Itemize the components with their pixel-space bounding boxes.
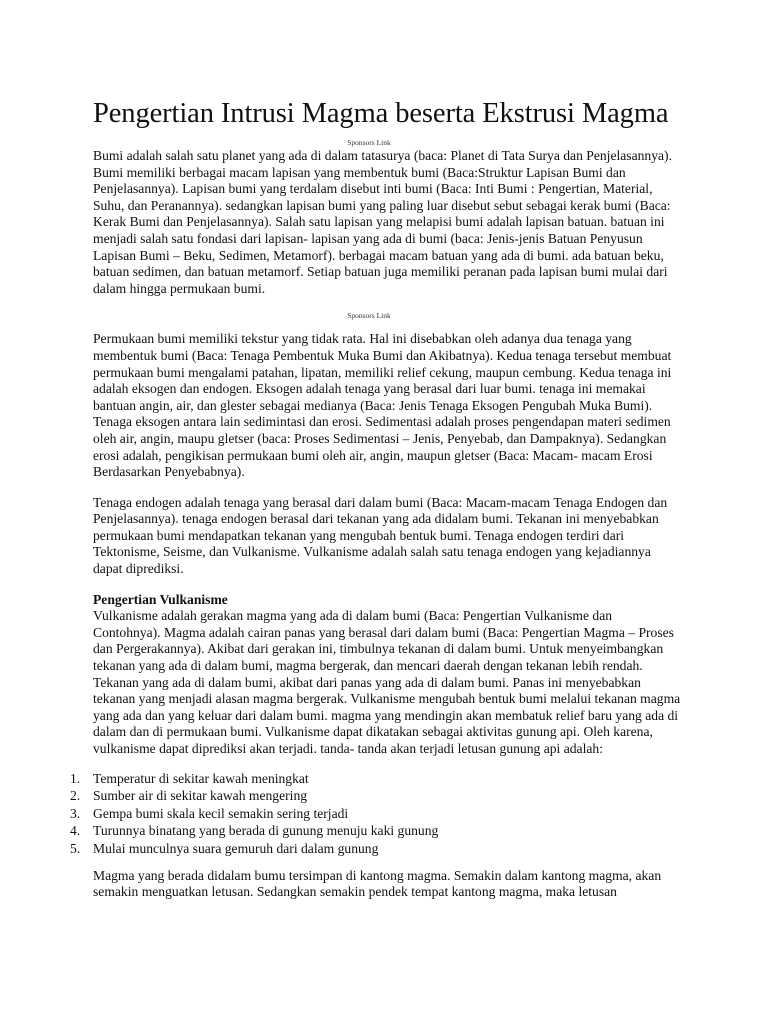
paragraph-intro: Bumi adalah salah satu planet yang ada di dalam tatasurya (baca: Planet di Tata Surya dan Penjelasannya). Bumi memiliki berbagai macam lapisan yang membentuk bumi (Baca:Struktur Lapisan Bumi dan Penjelasannya). Lapisan bumi yang terdalam disebut inti bumi (Baca: Inti Bumi : Pengertian, Material, Suhu, dan Peranannya). sedangkan lapisan bumi yang paling luar disebut sebut sebagai kerak bumi (Baca: Kerak Bumi dan Penjelasannya). Salah satu lapisan yang melapisi bumi adalah lapisan batuan. batuan ini menjadi salah satu fondasi dari lapisan- lapisan yang ada di bumi (baca: Jenis-jenis Batuan Penyusun Lapisan Bumi – Beku, Sedimen, Metamorf). berbagai macam batuan yang ada di bumi. ada batuan beku, batuan sedimen, dan batuan metamorf. Setiap batuan juga memiliki peranan pada lapisan bumi mulai dari dalam hingga permukaan bumi.: [93, 148, 672, 296]
list-item: [70, 840, 683, 858]
list-item: [70, 787, 683, 805]
list-item-number: 2.: [70, 788, 81, 804]
list-item-number: 5.: [70, 840, 81, 856]
list-item: [70, 770, 683, 788]
signs-list: [70, 770, 683, 858]
document-page: [70, 92, 683, 901]
list-item-text: Mulai munculnya suara gemuruh dari dalam gunung: [93, 840, 379, 856]
paragraph-endogen: Tenaga endogen adalah tenaga yang berasal dari dalam bumi (Baca: Macam-macam Tenaga Endogen dan Penjelasannya). tenaga endogen berasal dari tekanan yang ada didalam bumi. Tekanan ini menyebabkan permukaan bumi mendapatkan tekanan yang mengubah bentuk bumi. Tenaga endogen terdiri dari Tektonisme, Seisme, dan Vulkanisme. Vulkanisme adalah salah satu tenaga endogen yang kejadiannya dapat diprediksi.: [93, 494, 668, 577]
paragraph-surface: Permukaan bumi memiliki tekstur yang tidak rata. Hal ini disebabkan oleh adanya dua tenaga yang membentuk bumi (Baca: Tenaga Pembentuk Muka Bumi dan Akibatnya). Kedua tenaga tersebut membuat permukaan bumi mengalami patahan, lipatan, memiliki relief cekung, maupun cembung. Kedua tenaga ini adalah eksogen dan endogen. Eksogen adalah tenaga yang berasal dari luar bumi. tenaga ini memakai bantuan angin, air, dan glester sebagai medianya (Baca: Jenis Tenaga Eksogen Pengubah Muka Bumi). Tenaga eksogen antara lain sedimintasi dan erosi. Sedimentasi adalah proses pengendapan materi sedimen oleh air, angin, maupu gletser (baca: Proses Sedimentasi – Jenis, Penyebab, dan Dampaknya). Sedangkan erosi adalah, pengikisan permukaan bumi oleh air, angin, maupun gletser (Baca: Macam- macam Erosi Berdasarkan Penyebabnya).: [93, 331, 672, 480]
list-item-text: Turunnya binatang yang berada di gunung menuju kaki gunung: [93, 823, 439, 839]
paragraph-closing: Magma yang berada didalam bumu tersimpan di kantong magma. Semakin dalam kantong magma, akan semakin menguatkan letusan. Sedangkan semakin pendek tempat kantong magma, maka letusan: [93, 867, 662, 900]
sponsor-link-label[interactable]: Sponsors Link: [347, 138, 391, 147]
sponsor-link-label[interactable]: Sponsors Link: [347, 311, 391, 321]
list-item: [70, 822, 683, 840]
list-item: [70, 805, 683, 823]
list-item-number: 4.: [70, 823, 81, 839]
paragraph-vulkanisme: Vulkanisme adalah gerakan magma yang ada di dalam bumi (Baca: Pengertian Vulkanisme dan Contohnya). Magma adalah cairan panas yang berasal dari dalam bumi (Baca: Pengertian Magma – Proses dan Pergerakannya). Akibat dari gerakan ini, timbulnya tekanan di dalam bumi. Untuk menyeimbangkan tekanan yang ada di dalam bumi, magma bergerak, dan mencari daerah dengan tekanan lebih rendah. Tekanan yang ada di dalam bumi, akibat dari panas yang ada di dalam bumi. Panas ini menyebabkan tekanan yang menjadi alasan magma bergerak. Vulkanisme mengubah bentuk bumi melalui tekanan magma yang ada dan yang keluar dari dalam bumi. magma yang mendingin akan membatuk relief baru yang ada di dalam dan di permukaan bumi. Vulkanisme dapat dikatakan sebagai aktivitas gunung api. Oleh karena, vulkanisme dapat diprediksi akan terjadi. tanda- tanda akan terjadi letusan gunung api adalah:: [93, 608, 681, 756]
list-item-text: Sumber air di sekitar kawah mengering: [93, 788, 308, 804]
page-title: Pengertian Intrusi Magma beserta Ekstrusi Magma: [93, 98, 669, 129]
list-item-text: Temperatur di sekitar kawah meningkat: [93, 770, 309, 786]
list-item-number: 3.: [70, 805, 81, 821]
list-item-text: Gempa bumi skala kecil semakin sering terjadi: [93, 805, 349, 821]
list-item-number: 1.: [70, 770, 81, 786]
section-heading: Pengertian Vulkanisme: [93, 591, 228, 607]
